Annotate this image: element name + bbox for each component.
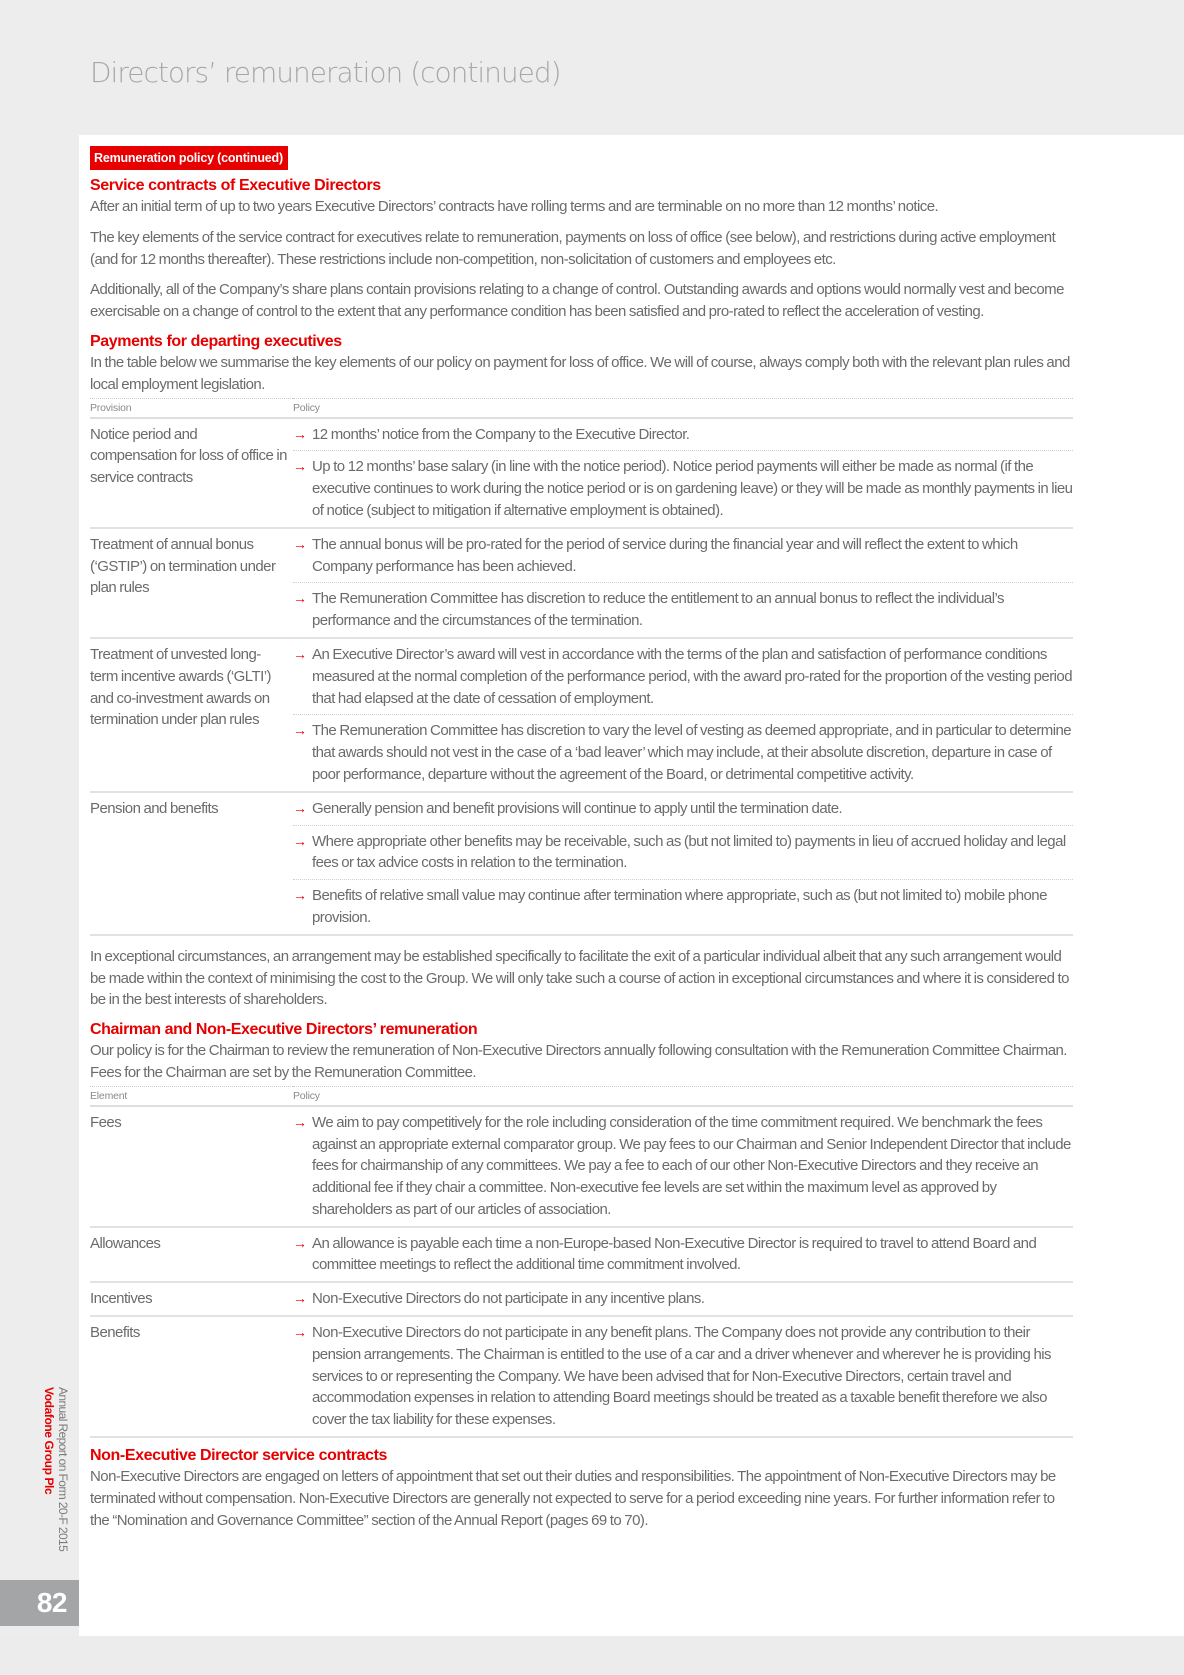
- paragraph: The key elements of the service contract for executives relate to remuneration, payments on loss of office (see below), and restrictions during active employment (and for 12 months thereafter). These restrictions include non-competition, non-solicitation of customers and employees etc.: [90, 228, 1056, 268]
- policy-item: [293, 639, 1073, 715]
- heading-ned-contracts: Non-Executive Director service contracts: [90, 1447, 388, 1465]
- policy-item: [293, 529, 1073, 584]
- policy-cell: [293, 1282, 1073, 1316]
- table-row: [90, 638, 1073, 792]
- policy-cell: [293, 638, 1073, 792]
- provision-cell: Notice period and compensation for loss of office in service contracts: [90, 418, 293, 528]
- departing-policy-table: [90, 398, 1073, 936]
- arrow-right-icon: →: [293, 887, 307, 904]
- arrow-right-icon: →: [293, 722, 307, 739]
- policy-item: [293, 1317, 1073, 1436]
- footer-band: [0, 1636, 1184, 1675]
- policy-text: 12 months’ notice from the Company to the Executive Director.: [312, 425, 690, 443]
- arrow-right-icon: →: [293, 535, 307, 552]
- arrow-right-icon: →: [293, 645, 307, 662]
- page-number: 82: [0, 1580, 79, 1626]
- heading-departing-executives: Payments for departing executives: [90, 332, 342, 350]
- policy-item: [293, 419, 1073, 452]
- arrow-right-icon: →: [293, 1290, 307, 1307]
- provision-cell: Pension and benefits: [90, 792, 293, 935]
- policy-cell: [293, 1227, 1073, 1283]
- element-cell: Benefits: [90, 1316, 293, 1437]
- policy-item: [293, 583, 1073, 637]
- heading-ned-remuneration: Chairman and Non-Executive Directors’ remuneration: [90, 1021, 478, 1039]
- paragraph: Additionally, all of the Company’s share plans contain provisions relating to a change of control. Outstanding awards and options would normally vest and become exercisable on a change of control to the extent that any performance condition has been satisfied and pro-rated to reflect the acceleration of vesting.: [90, 281, 1064, 321]
- arrow-right-icon: →: [293, 832, 307, 849]
- page-title: Directors’ remuneration (continued): [90, 56, 561, 89]
- arrow-right-icon: →: [293, 1324, 307, 1341]
- policy-item: [293, 1228, 1073, 1282]
- policy-text: Non-Executive Directors do not participate in any benefit plans. The Company does not provide any contribution to their pension arrangements. The Chairman is entitled to the use of a car and a driver whenever and wherever he is providing his services to or representing the Company. We have been advised that for Non-Executive Directors, certain travel and accommodation expenses in relation to attending Board meetings should be treated as a taxable benefit therefore we also cover the tax liability for these expenses.: [312, 1324, 1051, 1429]
- policy-cell: [293, 1316, 1073, 1437]
- element-cell: Incentives: [90, 1282, 293, 1316]
- paragraph: Our policy is for the Chairman to review the remuneration of Non-Executive Directors annually following consultation with the Remuneration Committee Chairman. Fees for the Chairman are set by the Remuneration Committee.: [90, 1042, 1067, 1081]
- table-row: [90, 528, 1073, 638]
- column-header-element: Element: [90, 1086, 293, 1106]
- policy-text: Where appropriate other benefits may be receivable, such as (but not limited to) payments in lieu of accrued holiday and legal fees or tax advice costs in relation to the termination.: [312, 832, 1066, 872]
- policy-item: [293, 451, 1073, 526]
- policy-text: The annual bonus will be pro-rated for the period of service during the financial year and will reflect the extent to which Company performance has been achieved.: [312, 535, 1018, 575]
- ned-policy-table: [90, 1086, 1073, 1438]
- column-header-policy: Policy: [293, 398, 1073, 418]
- policy-text: Non-Executive Directors do not participate in any incentive plans.: [312, 1290, 705, 1308]
- arrow-right-icon: →: [293, 1113, 307, 1130]
- policy-item: [293, 1107, 1073, 1226]
- policy-item: [293, 1283, 1073, 1315]
- table-row: [90, 792, 1073, 935]
- policy-cell: [293, 418, 1073, 528]
- policy-cell: [293, 792, 1073, 935]
- policy-item: [293, 793, 1073, 826]
- report-name: Annual Report on Form 20-F 2015: [56, 1387, 70, 1552]
- element-cell: Allowances: [90, 1227, 293, 1283]
- policy-text: An Executive Director’s award will vest in accordance with the terms of the plan and satisfaction of performance conditions measured at the normal completion of the performance period, with the award pro-rated for the proportion of the vesting period that had elapsed at the date of cessation of employment.: [312, 645, 1073, 707]
- paragraph: In the table below we summarise the key elements of our policy on payment for loss of office. We will of course, always comply both with the relevant plan rules and local employment legislation.: [90, 353, 1070, 393]
- policy-text: Generally pension and benefit provisions will continue to apply until the termination date.: [312, 799, 843, 817]
- content-sheet: [79, 135, 1184, 1636]
- policy-text: Up to 12 months’ base salary (in line with the notice period). Notice period payments will either be made as normal (if the executive continues to work during the notice period or is on gardening leave) or they will be made as monthly payments in lieu of notice (subject to mitigation if alternative employment is obtained).: [312, 458, 1073, 519]
- policy-text: The Remuneration Committee has discretion to vary the level of vesting as deemed appropriate, and in particular to determine that awards should not vest in the case of a ‘bad leaver’ which may include, at their absolute discretion, departure in case of poor performance, departure without the agreement of the Board, or detrimental competitive activity.: [312, 722, 1072, 783]
- arrow-right-icon: →: [293, 458, 307, 475]
- report-sidebar-label: [42, 1387, 72, 1557]
- provision-cell: Treatment of annual bonus (‘GSTIP’) on termination under plan rules: [90, 528, 293, 638]
- policy-text: The Remuneration Committee has discretion to reduce the entitlement to an annual bonus to reflect the individual’s performance and the circumstances of the termination.: [312, 590, 1004, 630]
- policy-cell: [293, 528, 1073, 638]
- table-row: [90, 418, 1073, 528]
- arrow-right-icon: →: [293, 425, 307, 442]
- company-name: Vodafone Group Plc: [42, 1387, 56, 1495]
- heading-service-contracts: Service contracts of Executive Directors: [90, 177, 381, 194]
- policy-item: [293, 826, 1073, 881]
- policy-text: An allowance is payable each time a non-Europe-based Non-Executive Director is required to travel to attend Board and committee meetings to reflect the additional time commitment involved.: [312, 1234, 1037, 1274]
- policy-item: [293, 880, 1073, 934]
- arrow-right-icon: →: [293, 1234, 307, 1251]
- element-cell: Fees: [90, 1106, 293, 1227]
- table-row: [90, 1106, 1073, 1227]
- table-row: [90, 1316, 1073, 1437]
- paragraph: Non-Executive Directors are engaged on letters of appointment that set out their duties and responsibilities. The appointment of Non-Executive Directors may be terminated without compensation. Non-Executive Directors are generally not expected to serve for a period exceeding nine years. For further information refer to the “Nomination and Governance Committee” section of the Annual Report (pages 69 to 70).: [90, 1468, 1056, 1529]
- paragraph: After an initial term of up to two years Executive Directors’ contracts have rolling terms and are terminable on no more than 12 months’ notice.: [90, 198, 939, 215]
- policy-cell: [293, 1106, 1073, 1227]
- section-badge: Remuneration policy (continued): [90, 146, 288, 170]
- table-row: [90, 1282, 1073, 1316]
- column-header-policy: Policy: [293, 1086, 1073, 1106]
- policy-text: Benefits of relative small value may continue after termination where appropriate, such as (but not limited to) mobile phone provision.: [312, 887, 1047, 926]
- arrow-right-icon: →: [293, 590, 307, 607]
- column-header-provision: Provision: [90, 398, 293, 418]
- table-row: [90, 1227, 1073, 1283]
- paragraph: In exceptional circumstances, an arrangement may be established specifically to facilitate the exit of a particular individual albeit that any such arrangement would be made within the context of minimising the cost to the Group. We will only take such a course of action in exceptional circumstances and where it is considered to be in the best interests of shareholders.: [90, 947, 1069, 1009]
- policy-item: [293, 715, 1073, 790]
- content-column: [90, 146, 1073, 1540]
- provision-cell: Treatment of unvested long-term incentive awards (‘GLTI’) and co-investment awards on termination under plan rules: [90, 638, 293, 792]
- arrow-right-icon: →: [293, 799, 307, 816]
- policy-text: We aim to pay competitively for the role including consideration of the time commitment required. We benchmark the fees against an appropriate external comparator group. We pay fees to our Chairman and Senior Independent Director that include fees for chairmanship of any committees. We pay a fee to each of our other Non-Executive Directors and they receive an additional fee if they chair a committee. Non-executive fee levels are set within the maximum level as approved by shareholders as part of our articles of association.: [312, 1113, 1071, 1218]
